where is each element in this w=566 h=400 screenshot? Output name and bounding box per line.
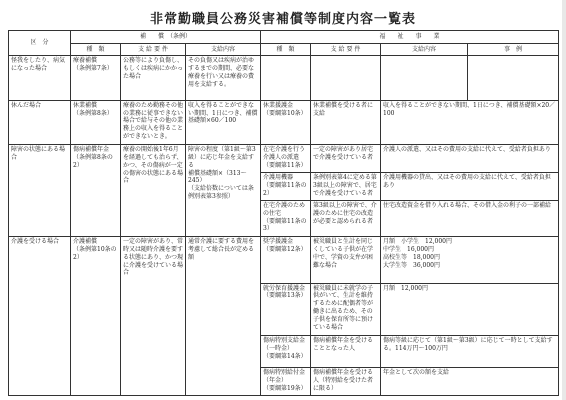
- fukushi-content: 住宅改造資金を借り入れる場合、その借入金の利子の一部補給: [381, 200, 559, 236]
- header-fukushi-type: 種 類: [261, 43, 311, 56]
- row-kubun: 介護を受ける場合: [9, 237, 71, 396]
- hosho-type: 傷病補償年金 （条例第8条の2）: [71, 145, 121, 237]
- hosho-requirement: 療養のため勤務その他の業務に従事できない場合で給与その他の業務上の収入を得ることができないとき。: [121, 100, 186, 144]
- hosho-content: その負傷又は疾病が治ゆするまでの期間、必要な療養を行い又は療養の費用を支給する。: [186, 56, 261, 100]
- benefit-table: [8, 30, 559, 396]
- fukushi-requirement: 被災職員に未就学の子供がいて、生計を維持するために配偶者等が働きに出るため、その子供を保育所等に預けている場合: [311, 283, 381, 336]
- fukushi-content: 月額 12,000円: [381, 283, 559, 336]
- fukushi-type: 介護用機器 （要綱第11条の2）: [261, 173, 311, 201]
- fukushi-type: 在宅介護のための住宅 （要綱第11条の3）: [261, 200, 311, 236]
- hosho-type: 介護補償 （条例第10条の2）: [71, 237, 121, 396]
- hosho-type: 療養補償 （条例第7条）: [71, 56, 121, 100]
- fukushi-requirement: 傷病補償年金を受ける人（特別給を受けた者に限る）: [311, 368, 381, 396]
- fukushi-type: 就労保育援護金 （要綱第13条）: [261, 283, 311, 336]
- fukushi-content: 介護用機器の貸出、又はその費用の支給に代えて、受給者負担あり: [381, 173, 559, 201]
- fukushi-requirement: 条例別表第4に定める第3級以上の障害で、居宅で介護を受けている者: [311, 173, 381, 201]
- table-row: [9, 100, 559, 144]
- hosho-requirement: 療養の開始後1年6月を経過しても治らず、かつ、その傷病が一定の傷害の状態にある場合: [121, 145, 186, 237]
- fukushi-content: 年金として次の額を支給: [381, 368, 559, 396]
- fukushi-requirement: 一定の障害があり居宅で介護を受けている者: [311, 145, 381, 173]
- header-hosho-content: 支給内容: [186, 43, 261, 56]
- table-row: [9, 56, 559, 100]
- row-kubun: 休んだ場合: [9, 100, 71, 144]
- fukushi-content: 傷病等級に応じて（第1級〜第3級）に応じて一時として支給する。114万円〜100万円: [381, 336, 559, 368]
- hosho-content: 障害の程度（第1級〜第3級）に応じ年金を支給する 補償基礎額×（313〜245） （支給倍数については条例別表第3参照）: [186, 145, 261, 237]
- fukushi-content: 月額 小学生 12,000円 中学生 16,000円 高校生等 18,000円 大学生等 36,000円: [381, 237, 559, 284]
- fukushi-type: 在宅介護を行う介護人の派遣 （要綱第11条）: [261, 145, 311, 173]
- fukushi-content: 介護人の派遣、又はその費用の支給に代えて、受給者負担あり: [381, 145, 559, 173]
- scan-edge-shadow: [562, 0, 566, 400]
- fukushi-requirement: 被災職員と生計を同じくしている子供が在学中で、学資の支弁が困難な場合: [311, 237, 381, 284]
- header-hosho-type: 種 類: [71, 43, 121, 56]
- fukushi-requirement: 休業補償を受ける者に支給: [311, 100, 381, 144]
- hosho-requirement: 一定の障害があり、常時又は随時介護を要する状態にあり、かつ現に介護を受けている場合: [121, 237, 186, 396]
- hosho-type: 休業補償 （条例第8条）: [71, 100, 121, 144]
- hosho-content: 通常介護に要する費用を考慮して総合長が定める額: [186, 237, 261, 396]
- fukushi-content: 収入を得ることができない期間、1日につき、補償基礎額×20／100: [381, 100, 559, 144]
- header-hosho: 補 償 （条例）: [71, 31, 261, 44]
- row-kubun: 怪我をしたり、病気になった場合: [9, 56, 71, 100]
- hosho-content: 収入を得ることができない期間、1日につき、補償基礎額×60／100: [186, 100, 261, 144]
- table-row: [9, 237, 559, 284]
- document-title: 非常勤職員公務災害補償等制度内容一覧表: [149, 12, 416, 27]
- hosho-requirement: 公務等により負傷し、もしくは疾病にかかった場合: [121, 56, 186, 100]
- fukushi-type: 休業援護金 （要綱第10条）: [261, 100, 311, 144]
- fukushi-type: 奨学援護金 （要綱第12条）: [261, 237, 311, 284]
- header-jirei: 事 例: [468, 43, 559, 56]
- header-fukushi-content: 支給内容: [381, 43, 468, 56]
- fukushi-type: 傷病特別給付金（年金） （要綱第19条）: [261, 368, 311, 396]
- fukushi-requirement: 第3級以上の障害で、介護のために住宅の改造が必要と認められる者: [311, 200, 381, 236]
- row-kubun: 障害の状態にある場合: [9, 145, 71, 237]
- header-fukushi-req: 支 給 要 件: [311, 43, 381, 56]
- header-kubun: 区 分: [9, 31, 71, 56]
- table-row: [9, 145, 559, 173]
- fukushi-requirement: 傷病補償年金を受けることとなった人: [311, 336, 381, 368]
- fukushi-type: 傷病特別支給金（一時金） （要綱第14条）: [261, 336, 311, 368]
- header-hosho-req: 支 給 要 件: [121, 43, 186, 56]
- header-fukushi: 福 祉 事 業: [261, 31, 559, 44]
